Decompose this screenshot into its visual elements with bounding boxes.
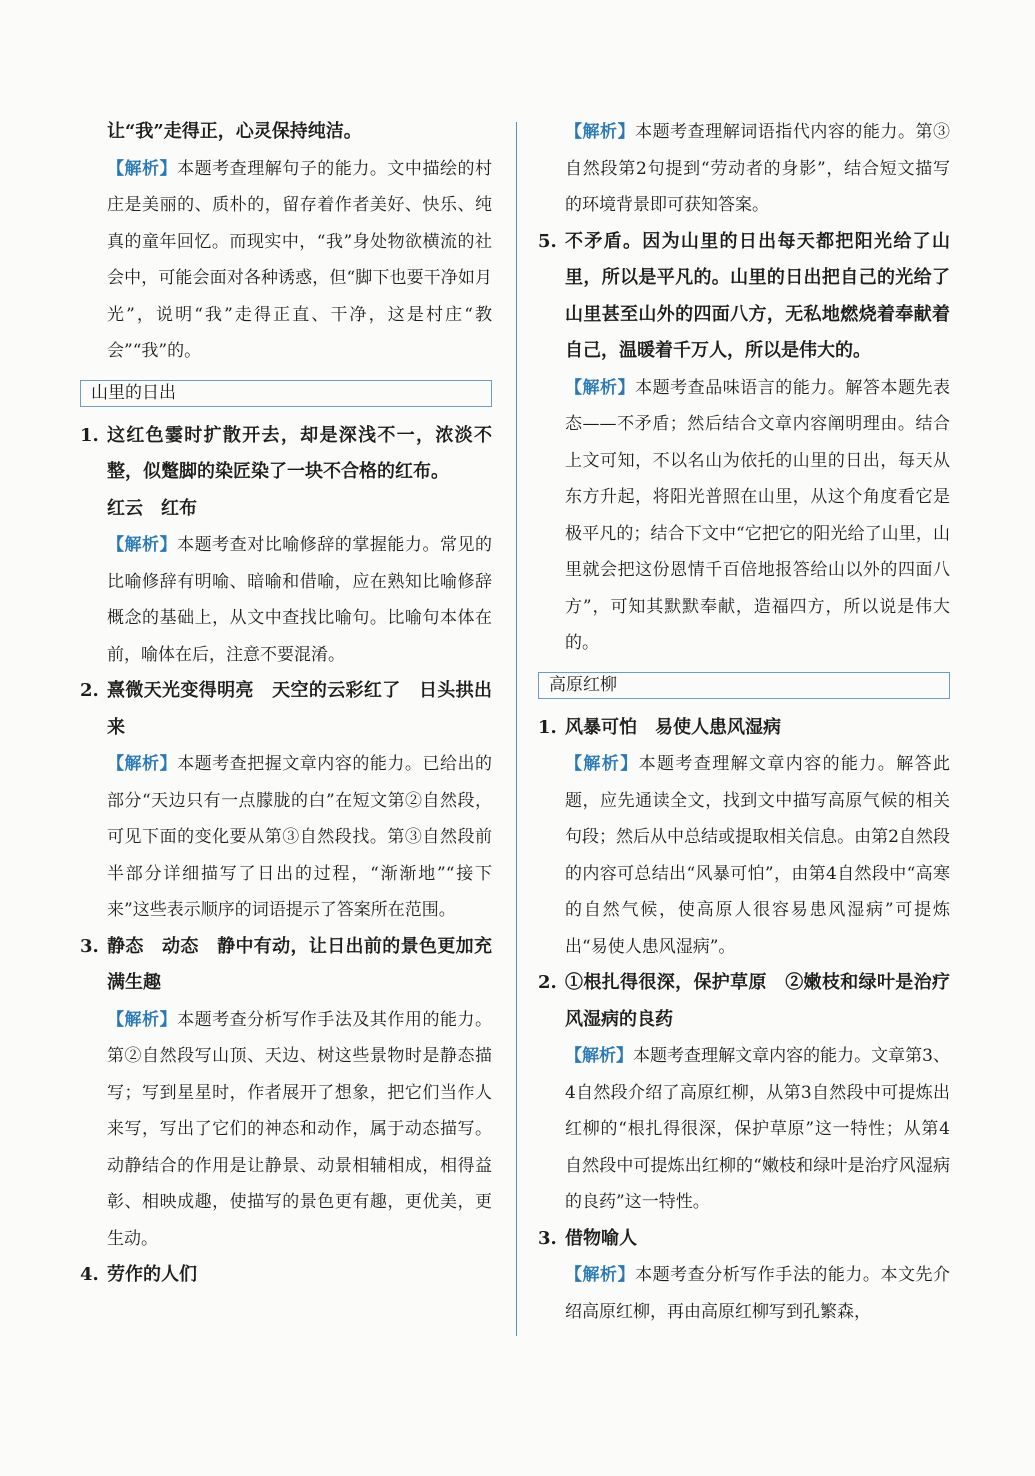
column-divider [516, 122, 517, 1336]
explain-tag: 【解析】 [107, 754, 178, 774]
question-2 [80, 673, 492, 929]
explain-text: 本题考查理解文章内容的能力。文章第3、4自然段介绍了高原红柳，从第3自然段中可提炼出红柳的“根扎得很深，保护草原”这一特性；从第4自然段中可提炼出红柳的“嫩枝和绿叶是治疗风湿病的良药”这一特性。 [565, 1046, 950, 1212]
question-number: 1. [80, 424, 99, 446]
question-number: 5. [538, 230, 557, 252]
question-number: 1. [538, 716, 557, 738]
explain-text: 本题考查把握文章内容的能力。已给出的部分“天边只有一点朦胧的白”在短文第②自然段，可见下面的变化要从第③自然段找。第③自然段前半部分详细描写了日出的过程，“渐渐地”“接下来”这些表示顺序的词语提示了答案所在范围。 [107, 754, 493, 920]
explain-text: 本题考查分析写作手法的能力。本文先介绍高原红柳，再由高原红柳写到孔繁森， [565, 1265, 951, 1322]
explain-tag: 【解析】 [565, 1265, 636, 1285]
explain-text: 本题考查理解文章内容的能力。解答此题，应先通读全文，找到文中描写高原气候的相关句段；然后从中总结或提取相关信息。由第2自然段的内容可总结出“风暴可怕”，由第4自然段中“高寒的自然气候，使高原人很容易患风湿病”可提炼出“易使人患风湿病”。 [565, 754, 951, 957]
intro-explanation [80, 151, 492, 370]
question-number: 3. [80, 935, 99, 957]
answer: 风暴可怕 易使人患风湿病 [565, 716, 781, 738]
explain-text: 本题考查对比喻修辞的掌握能力。常见的比喻修辞有明喻、暗喻和借喻，应在熟知比喻修辞概念的基础上，从文中查找比喻句。比喻句本体在前，喻体在后，注意不要混淆。 [107, 535, 493, 665]
question-number: 2. [538, 972, 557, 993]
explain-tag: 【解析】 [107, 158, 178, 179]
question-1 [80, 418, 492, 674]
question-4-explanation [538, 114, 950, 224]
explain-tag: 【解析】 [107, 1009, 178, 1030]
answer: 劳作的人们 [107, 1264, 197, 1285]
explain-tag: 【解析】 [565, 754, 639, 774]
section-title-mountain-sunrise: 山里的日出 [80, 380, 492, 407]
answer: 借物喻人 [565, 1227, 637, 1249]
intro-answer: 让“我”走得正，心灵保持纯洁。 [107, 121, 362, 142]
explanation [107, 1002, 492, 1258]
section-title-plateau-willow: 高原红柳 [538, 672, 950, 699]
question-1 [538, 710, 950, 966]
explanation [565, 746, 950, 965]
explanation [565, 1038, 950, 1221]
question-number: 4. [80, 1264, 99, 1285]
answer-keywords: 红云 红布 [107, 497, 197, 519]
answer: 这红色霎时扩散开去，却是深浅不一，浓淡不整，似蹩脚的染匠染了一块不合格的红布。 [107, 424, 492, 482]
explain-tag: 【解析】 [565, 1046, 634, 1066]
left-column [80, 114, 492, 1294]
question-3 [538, 1221, 950, 1331]
explanation [565, 370, 950, 662]
answer: 静态 动态 静中有动，让日出前的景色更加充满生趣 [107, 935, 492, 993]
answer: 熹微天光变得明亮 天空的云彩红了 日头拱出来 [107, 680, 492, 738]
question-3 [80, 929, 492, 1258]
explanation [107, 746, 492, 929]
right-column [538, 114, 950, 1330]
answer: 不矛盾。因为山里的日出每天都把阳光给了山里，所以是平凡的。山里的日出把自己的光给了山里甚至山外的四面八方，无私地燃烧着奉献着自己，温暖着千万人，所以是伟大的。 [565, 230, 950, 361]
question-4 [80, 1257, 492, 1294]
question-5 [538, 224, 950, 662]
explanation [107, 527, 492, 673]
explain-text: 本题考查理解句子的能力。文中描绘的村庄是美丽的、质朴的，留存着作者美好、快乐、纯真的童年回忆。而现实中，“我”身处物欲横流的社会中，可能会面对各种诱惑，但“脚下也要干净如月光”，说明“我”走得正直、干净，这是村庄“教会”“我”的。 [107, 158, 493, 361]
explain-text: 本题考查理解词语指代内容的能力。第③自然段第2句提到“劳动者的身影”，结合短文描写的环境背景即可获知答案。 [565, 122, 951, 215]
explain-tag: 【解析】 [107, 535, 178, 555]
question-2 [538, 965, 950, 1221]
explain-text: 本题考查品味语言的能力。解答本题先表态——不矛盾；然后结合文章内容阐明理由。结合上文可知，不以名山为依托的山里的日出，每天从东方升起，将阳光普照在山里，从这个角度看它是极平凡的；结合下文中“它把它的阳光给了山里，山里就会把这份恩情千百倍地报答给山以外的四面八方”，可知其默默奉献，造福四方，所以说是伟大的。 [565, 377, 951, 653]
explanation [565, 1257, 950, 1330]
question-number: 2. [80, 680, 99, 701]
answer: ①根扎得很深，保护草原 ②嫩枝和绿叶是治疗风湿病的良药 [565, 972, 950, 1030]
question-number: 3. [538, 1227, 557, 1249]
explain-text: 本题考查分析写作手法及其作用的能力。第②自然段写山顶、天边、树这些景物时是静态描写；写到星星时，作者展开了想象，把它们当作人来写，写出了它们的神态和动作，属于动态描写。动静结合的作用是让静景、动景相辅相成，相得益彰、相映成趣，使描写的景色更有趣，更优美，更生动。 [107, 1009, 493, 1249]
explain-tag: 【解析】 [565, 377, 636, 398]
explain-tag: 【解析】 [565, 122, 636, 142]
